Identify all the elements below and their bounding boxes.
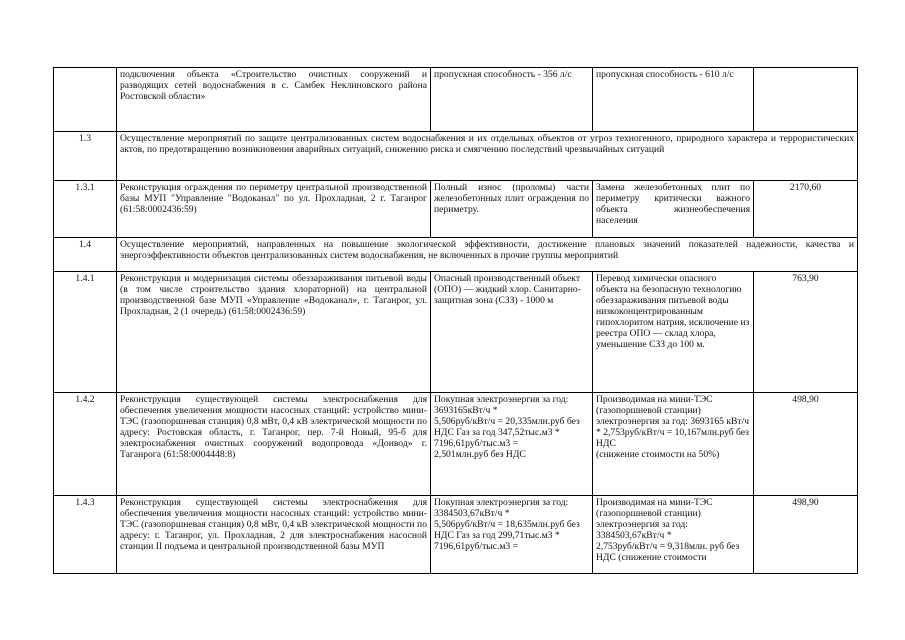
current-state: Опасный производственный объект (ОПО) — жидкий хлор. Санитарно-защитная зона (СЗЗ) - 1000 м: [431, 272, 593, 393]
current-state: Покупная электроэнергия за год: 3384503,67кВт/ч * 5,506руб/кВт/ч = 18,635млн.руб без НДС Газ за год 299,71тыс.м3 * 7196,61руб/тыс.м3 =: [431, 496, 593, 574]
table-row: [54, 68, 858, 132]
amount: 2170,60: [754, 181, 858, 238]
amount: [754, 68, 858, 132]
current-state: Покупная электроэнергия за год: 3693165кВт/ч * 5,506руб/кВт/ч = 20,335млн.руб без НДС Газ за год 347,52тыс.м3 * 7196,61руб/тыс.м3 = 2,501млн.руб без НДС: [431, 393, 593, 496]
row-number: 1.4.3: [54, 496, 117, 574]
measure-description: подключения объекта «Строительство очистных сооружений и разводящих сетей водоснабжения в с. Самбек Неклиновского района Ростовской области»: [117, 68, 431, 132]
amount: 498,90: [754, 393, 858, 496]
section-row: [54, 132, 858, 181]
current-state: пропускная способность - 356 л/с: [431, 68, 593, 132]
table-row: [54, 393, 858, 496]
table-row: [54, 181, 858, 238]
expected-effect: Замена железобетонных плит по периметру критически важного объекта жизнеобеспечения населения: [593, 181, 754, 238]
measure-description: Реконструкция существующей системы электроснабжения для обеспечения увеличения мощности насосных станций: устройство мини-ТЭС (газопоршневая станция) 0,8 мВт, 0,4 кВ электрической мощности по адресу: г. Таганрог, ул. Прохладная, 2 для электроснабжения насосной станции II подъема и центральной производственной базы МУП: [117, 496, 431, 574]
measure-description: Реконструкция и модернизация системы обеззараживания питьевой воды (в том числе строительство здания хлораторной) на центральной производственной базе МУП «Управление «Водоканал», г. Таганрог, ул. Прохладная, 2 (1 очередь) (61:58:0002436:59): [117, 272, 431, 393]
section-title: Осуществление мероприятий, направленных на повышение экологической эффективности, достижение плановых значений показателей надежности, качества и энергоэффективности объектов централизованных систем водоснабжения, не включенных в прочие группы мероприятий: [117, 238, 858, 272]
expected-effect: Производимая на мини-ТЭС (газопоршневой станции) электроэнергия за год: 3384503,67кВт/ч * 2,753руб/кВт/ч = 9,318млн. руб без НДС (снижение стоимости: [593, 496, 754, 574]
amount: 498,90: [754, 496, 858, 574]
expected-effect: Производимая на мини-ТЭС (газопоршневой станции) электроэнергия за год: 3693165 кВт/ч * 2,753руб/кВт/ч = 10,167млн.руб без НДС (снижение стоимости на 50%): [593, 393, 754, 496]
current-state: Полный износ (проломы) части железобетонных плит ограждения по периметру.: [431, 181, 593, 238]
section-title: Осуществление мероприятий по защите централизованных систем водоснабжения и их отдельных объектов от угроз техногенного, природного характера и террористических актов, по предотвращению возникновения аварийных ситуаций, снижению риска и смягчению последствий чрезвычайных ситуаций: [117, 132, 858, 181]
measure-description: Реконструкция ограждения по периметру центральной производственной базы МУП "Управление "Водоканал" по ул. Прохладная, 2 г. Таганрог (61:58:0002436:59): [117, 181, 431, 238]
row-number: [54, 68, 117, 132]
row-number: 1.4.1: [54, 272, 117, 393]
table-row: [54, 496, 858, 574]
table-row: [54, 272, 858, 393]
amount: 763,90: [754, 272, 858, 393]
section-number: 1.4: [54, 238, 117, 272]
row-number: 1.4.2: [54, 393, 117, 496]
measures-table: [53, 67, 858, 574]
row-number: 1.3.1: [54, 181, 117, 238]
expected-effect: пропускная способность - 610 л/с: [593, 68, 754, 132]
section-row: [54, 238, 858, 272]
section-number: 1.3: [54, 132, 117, 181]
expected-effect: Перевод химически опасного объекта на безопасную технологию обеззараживания питьевой воды низкоконцентрированным гипохлоритом натрия, исключение из реестра ОПО — склад хлора, уменьшение СЗЗ до 100 м.: [593, 272, 754, 393]
measure-description: Реконструкция существующей системы электроснабжения для обеспечения увеличения мощности насосных станций: устройство мини-ТЭС (газопоршневая станция) 0,8 мВт, 0,4 кВ электрической мощности по адресу: Ростовская область, г. Таганрог, пер. 7-й Новый, 95-б для электроснабжения очистных сооружений водопровода «Донвод» г. Таганрога (61:58:0004448:8): [117, 393, 431, 496]
